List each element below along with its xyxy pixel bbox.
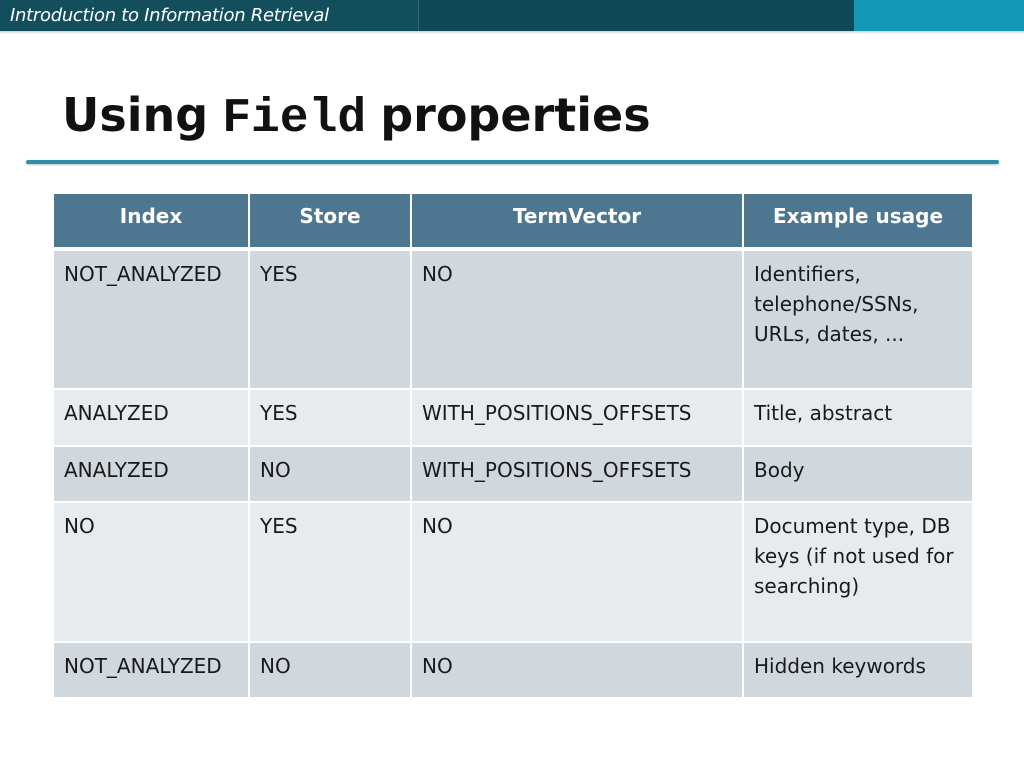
cell-example-usage: Title, abstract bbox=[743, 389, 973, 446]
course-title: Introduction to Information Retrieval bbox=[10, 5, 329, 26]
cell-example-usage: Hidden keywords bbox=[743, 642, 973, 698]
cell-index: ANALYZED bbox=[53, 389, 249, 446]
cell-termvector: WITH_POSITIONS_OFFSETS bbox=[411, 389, 743, 446]
table-row bbox=[53, 502, 973, 642]
column-header-termvector: TermVector bbox=[411, 193, 743, 249]
cell-termvector: NO bbox=[411, 642, 743, 698]
cell-index: NOT_ANALYZED bbox=[53, 642, 249, 698]
cell-example-usage: Identifiers, telephone/SSNs, URLs, dates, ... bbox=[743, 249, 973, 389]
title-suffix: properties bbox=[380, 88, 651, 142]
title-prefix: Using bbox=[62, 88, 209, 142]
column-header-example-usage: Example usage bbox=[743, 193, 973, 249]
column-header-store: Store bbox=[249, 193, 411, 249]
field-properties-table bbox=[52, 192, 974, 699]
slide-title bbox=[62, 88, 651, 146]
header-bar bbox=[0, 0, 1024, 31]
header-shadow bbox=[0, 31, 1024, 34]
table-row bbox=[53, 642, 973, 698]
cell-store: NO bbox=[249, 642, 411, 698]
header-segment-accent bbox=[854, 0, 1024, 31]
cell-store: YES bbox=[249, 502, 411, 642]
cell-index: ANALYZED bbox=[53, 446, 249, 502]
cell-index: NO bbox=[53, 502, 249, 642]
cell-store: YES bbox=[249, 389, 411, 446]
cell-termvector: WITH_POSITIONS_OFFSETS bbox=[411, 446, 743, 502]
cell-index: NOT_ANALYZED bbox=[53, 249, 249, 389]
title-underline bbox=[26, 160, 999, 164]
table-row bbox=[53, 446, 973, 502]
table-row bbox=[53, 389, 973, 446]
cell-example-usage: Body bbox=[743, 446, 973, 502]
title-code-field: Field bbox=[222, 92, 367, 146]
table-row bbox=[53, 249, 973, 389]
cell-store: NO bbox=[249, 446, 411, 502]
cell-termvector: NO bbox=[411, 502, 743, 642]
column-header-index: Index bbox=[53, 193, 249, 249]
cell-example-usage: Document type, DB keys (if not used for searching) bbox=[743, 502, 973, 642]
header-segment-mid bbox=[418, 0, 854, 31]
cell-termvector: NO bbox=[411, 249, 743, 389]
table-header-row bbox=[53, 193, 973, 249]
cell-store: YES bbox=[249, 249, 411, 389]
